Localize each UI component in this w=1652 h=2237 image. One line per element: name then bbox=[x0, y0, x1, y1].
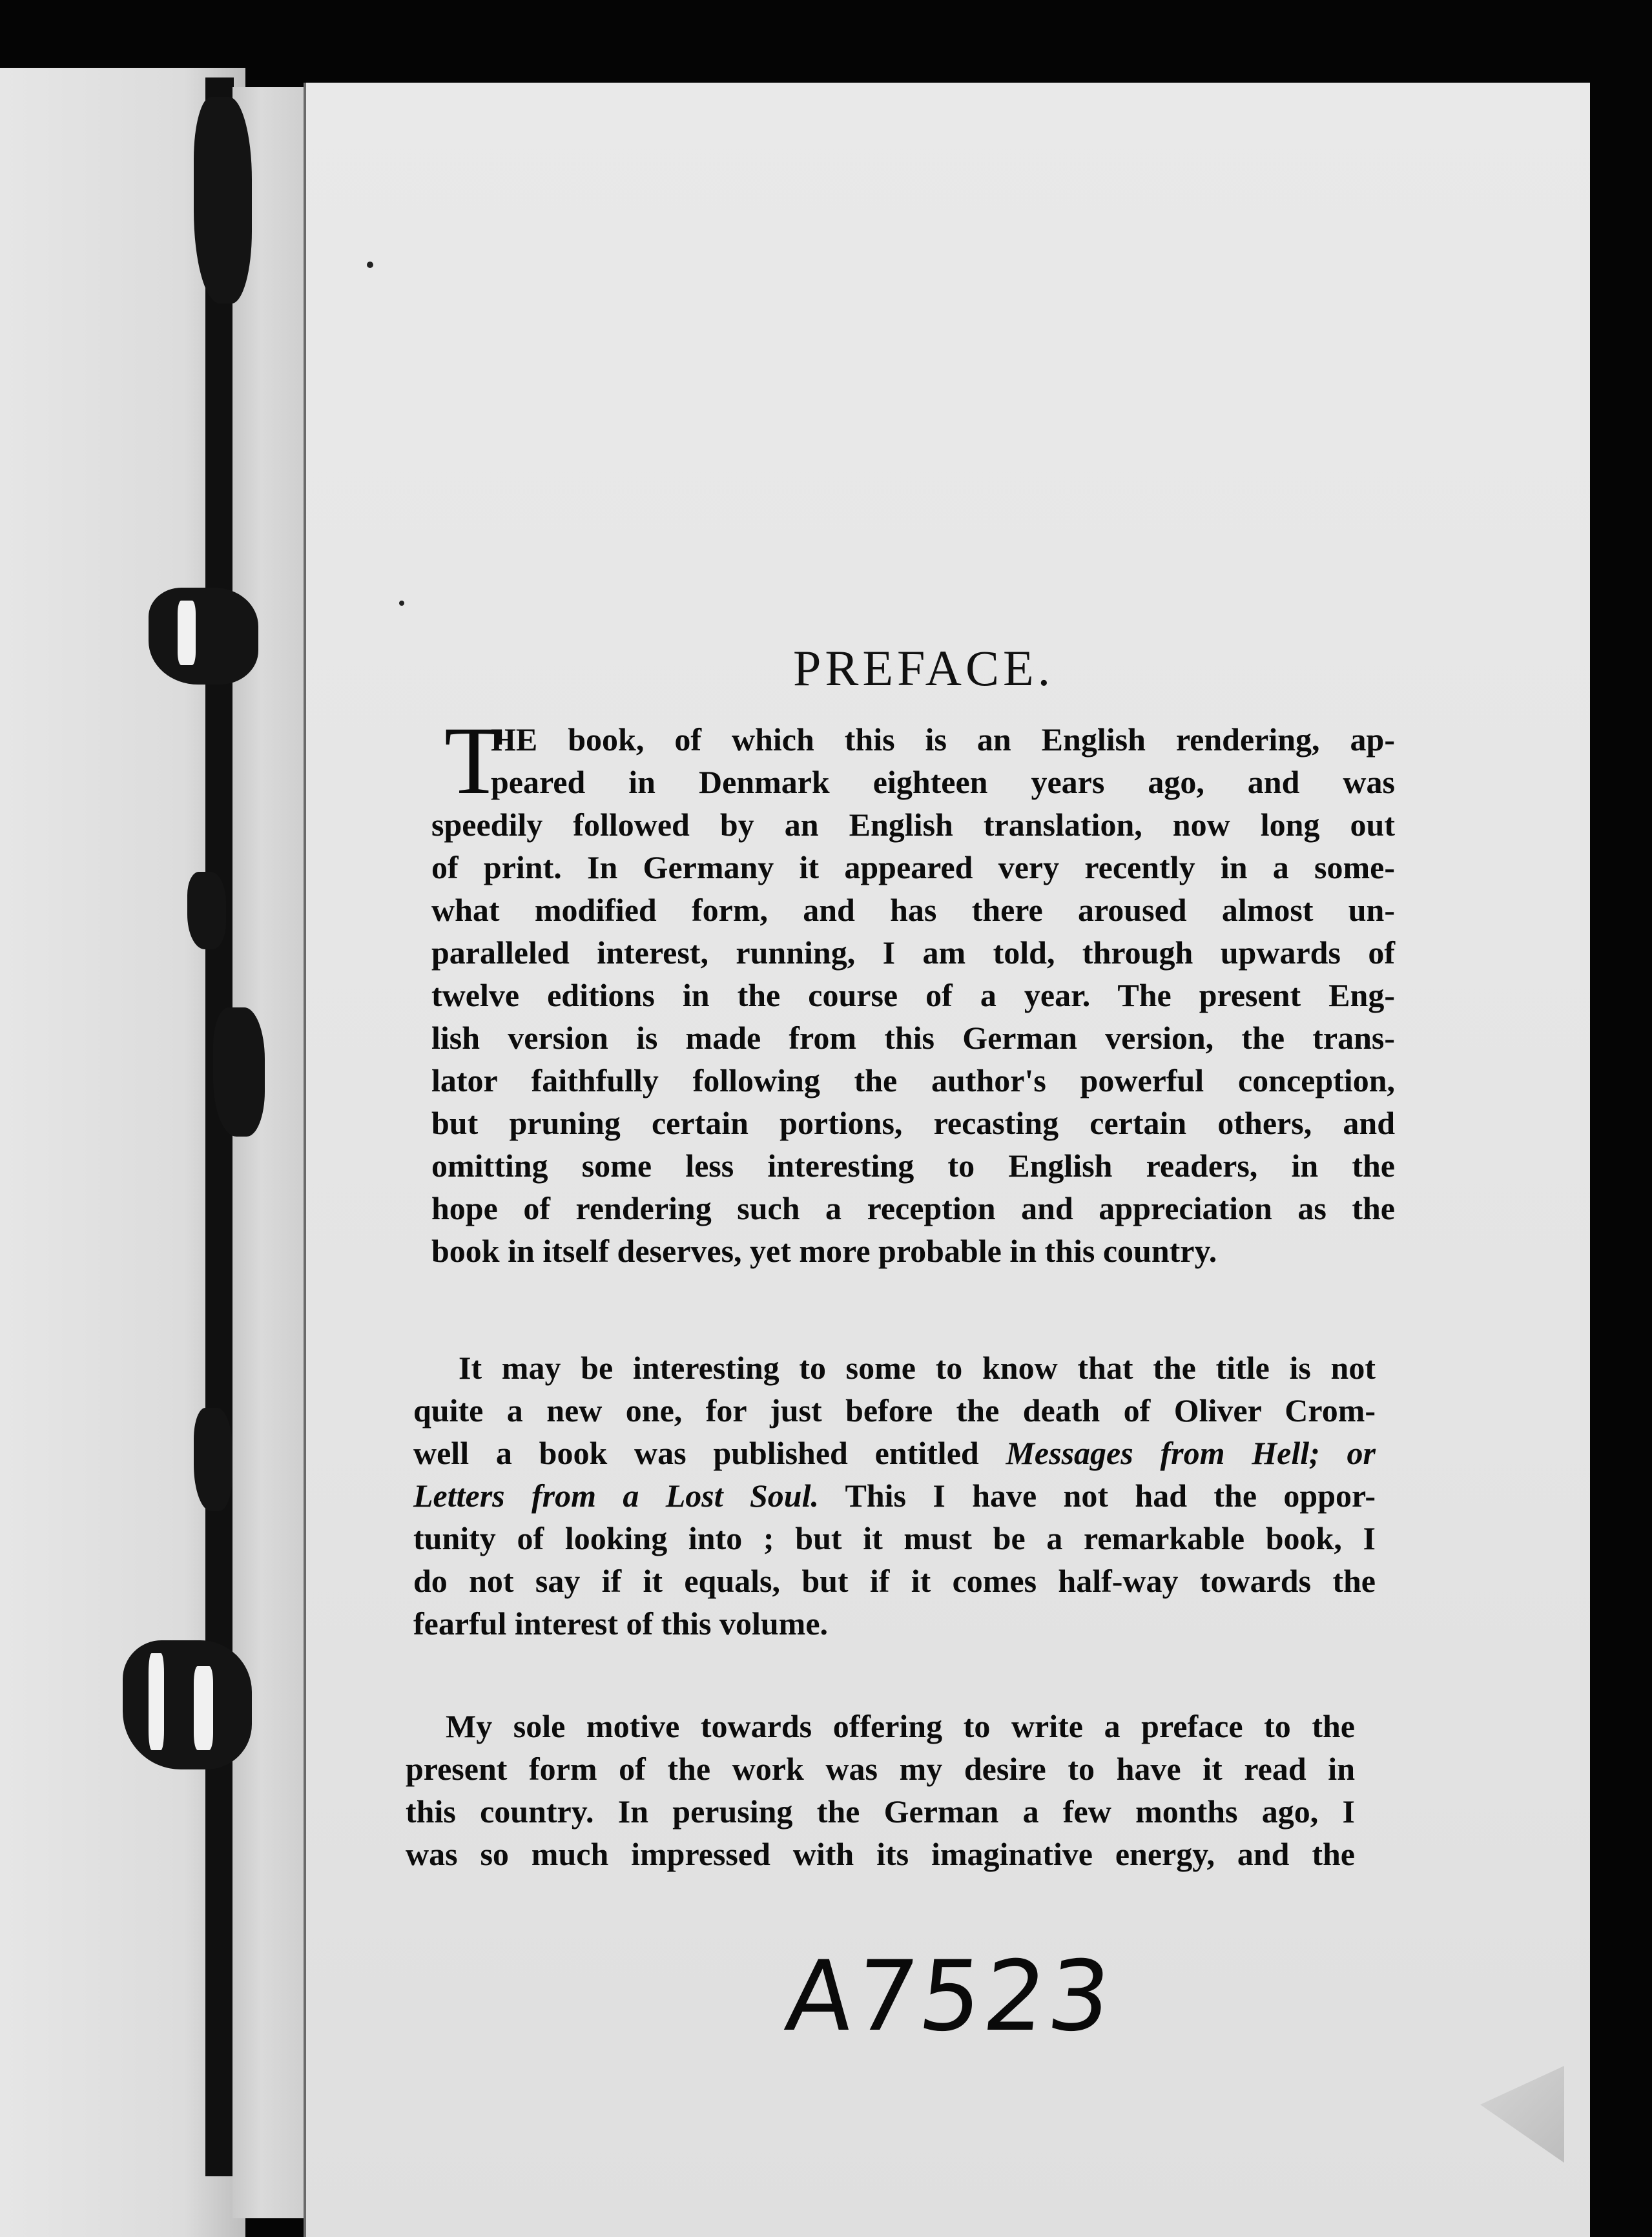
text-line: HE book, of which this is an English rendering, ap- bbox=[491, 721, 1395, 758]
text-line: hope of rendering such a reception and appreciation as the bbox=[431, 1190, 1395, 1226]
binding-damage bbox=[123, 1640, 252, 1769]
folded-corner bbox=[1480, 2066, 1564, 2163]
text-line: My sole motive towards offering to write a preface to the bbox=[446, 1708, 1355, 1744]
text-line bbox=[413, 1432, 1376, 1474]
handwritten-catalog-number: A7523 bbox=[780, 1941, 1119, 2053]
text-line: It may be interesting to some to know that the title is not bbox=[459, 1350, 1376, 1386]
binding-hole bbox=[194, 1666, 213, 1750]
text-line: peared in Denmark eighteen years ago, and was bbox=[491, 764, 1395, 800]
drop-cap: T bbox=[444, 707, 504, 814]
paragraph-1 bbox=[431, 707, 1395, 1272]
binding-hole bbox=[149, 1653, 164, 1750]
page-title: PREFACE. bbox=[793, 640, 1055, 696]
binding-damage bbox=[149, 588, 258, 685]
binding-damage bbox=[194, 1408, 232, 1511]
italic-title: Letters from a Lost Soul. bbox=[413, 1478, 820, 1514]
text-segment: well a book was published entitled bbox=[413, 1435, 1006, 1471]
text-line: lator faithfully following the author's powerful conception, bbox=[431, 1062, 1395, 1098]
binding-damage bbox=[194, 97, 252, 304]
text-line: speedily followed by an English translation, now long out bbox=[431, 807, 1395, 843]
text-line: quite a new one, for just before the death of Oliver Crom- bbox=[413, 1392, 1376, 1428]
binding-hole bbox=[178, 601, 196, 665]
text-line: fearful interest of this volume. bbox=[413, 1605, 829, 1642]
paper-speck bbox=[399, 601, 404, 606]
paragraph-3 bbox=[406, 1705, 1355, 1875]
paragraph-2 bbox=[413, 1346, 1376, 1645]
binding-damage bbox=[213, 1007, 265, 1137]
text-line: omitting some less interesting to English readers, in the bbox=[431, 1148, 1395, 1184]
text-line: this country. In perusing the German a few months ago, I bbox=[406, 1793, 1355, 1830]
text-line: what modified form, and has there aroused almost un- bbox=[431, 892, 1395, 928]
text-line: but pruning certain portions, recasting certain others, and bbox=[431, 1105, 1395, 1141]
binding-damage bbox=[187, 872, 226, 949]
text-line: was so much impressed with its imaginative energy, and the bbox=[406, 1836, 1355, 1872]
text-line bbox=[413, 1474, 1376, 1517]
paper-speck bbox=[367, 262, 373, 268]
italic-title: Messages from Hell; or bbox=[1006, 1435, 1376, 1471]
binding-strip bbox=[232, 87, 304, 2218]
text-line: present form of the work was my desire to have it read in bbox=[406, 1751, 1355, 1787]
text-line: lish version is made from this German version, the trans- bbox=[431, 1020, 1395, 1056]
text-line: of print. In Germany it appeared very recently in a some- bbox=[431, 849, 1395, 885]
text-line: do not say if it equals, but if it comes half-way towards the bbox=[413, 1563, 1376, 1599]
text-line: twelve editions in the course of a year. The present Eng- bbox=[431, 977, 1395, 1013]
text-line: paralleled interest, running, I am told, through upwards of bbox=[431, 934, 1395, 971]
text-line: book in itself deserves, yet more probable in this country. bbox=[431, 1233, 1217, 1269]
text-segment: This I have not had the oppor- bbox=[819, 1478, 1376, 1514]
text-line: tunity of looking into ; but it must be a remarkable book, I bbox=[413, 1520, 1376, 1556]
